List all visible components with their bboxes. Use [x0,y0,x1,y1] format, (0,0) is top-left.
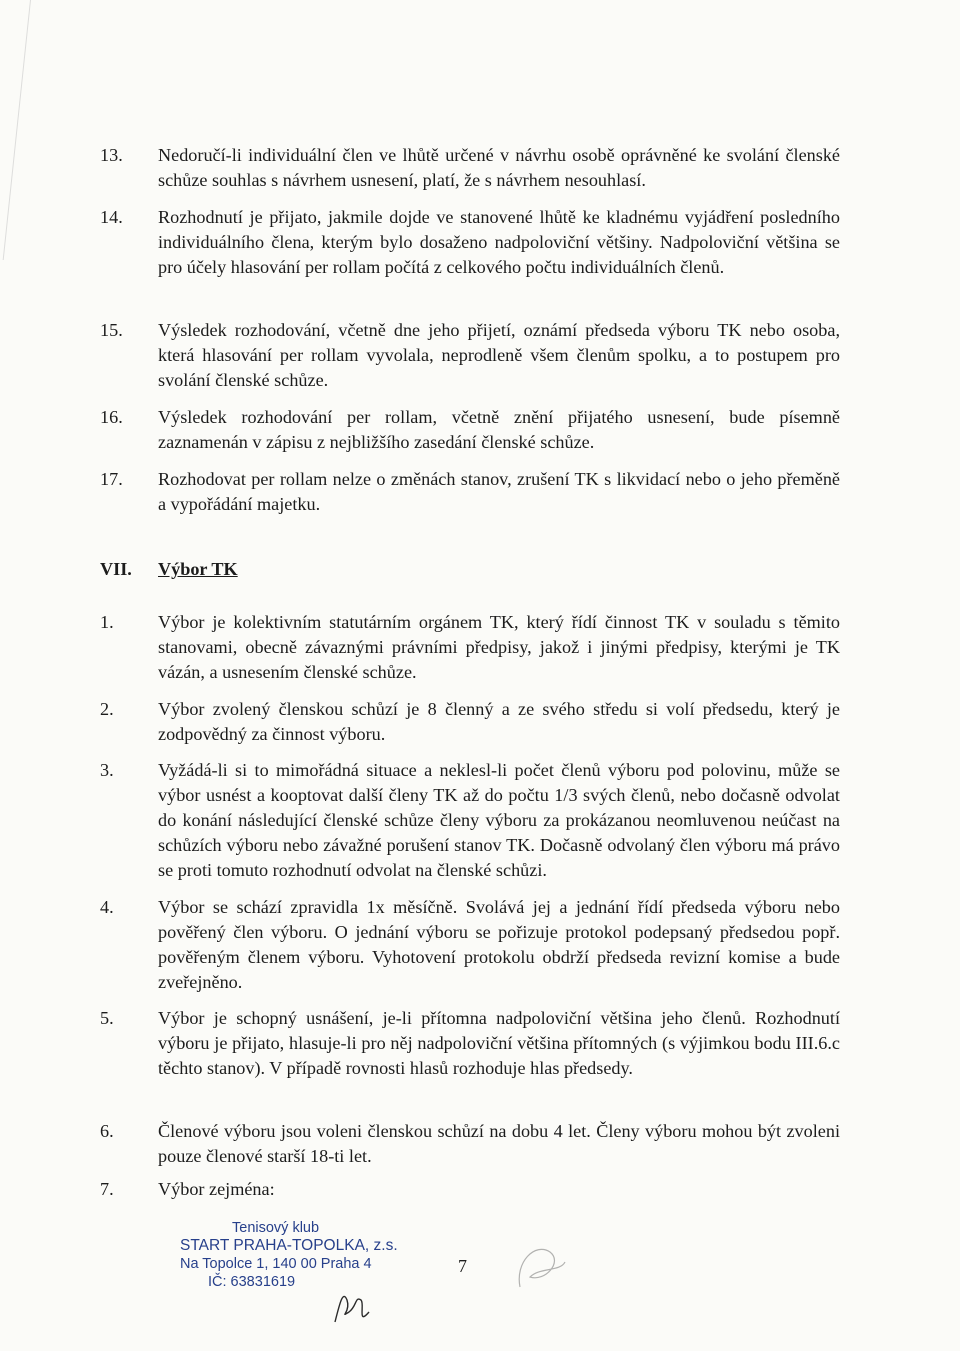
paragraph-text: Výbor se schází zpravidla 1x měsíčně. Svolává jej a jednání řídí předseda výboru nebo pověřený člen výboru. O jednání výboru se pořizuje protokol podepsaný předsedou popř. pověřeným členem výboru. Vyhotovení protokolu obdrží předseda revizní komise a bude zveřejněno. [158,897,840,992]
paragraph-15 [100,318,840,393]
paragraph-6 [100,1119,840,1169]
paragraph-1 [100,610,840,685]
stamp-line: START PRAHA-TOPOLKA, z.s. [180,1237,398,1254]
paragraph-14 [100,205,840,280]
paragraph-number: 16. [100,407,123,427]
paragraph-text: Rozhodnutí je přijato, jakmile dojde ve stanovené lhůtě ke kladnému vyjádření posledního individuálního člena, kterým bylo dosaženo nadpoloviční většiny. Nadpoloviční většina se pro účely hlasování per rollam počítá z celkového počtu individuálních členů. [158,207,840,277]
paragraph-text: Členové výboru jsou voleni členskou schůzí na dobu 4 let. Členy výboru mohou být zvoleni pouze členové starší 18-ti let. [158,1121,840,1166]
organization-stamp [180,1219,400,1291]
paragraph-16 [100,405,840,455]
section-heading [100,557,840,582]
signature-bleed-icon [505,1232,575,1302]
stamp-line: Na Topolce 1, 140 00 Praha 4 [180,1256,372,1272]
paragraph-text: Vyžádá-li si to mimořádná situace a neklesl-li počet členů výboru pod polovinu, může se výbor usnést a kooptovat další členy TK až do počtu 1/3 svých členů, nebo dočasně odvolat do konání následující členské schůze členy výboru za prokázanou neomluvenou neúčast na schůzích výboru nebo závažné porušení stanov TK. Dočasně odvolaný člen výboru má právo se proti tomuto rozhodnutí odvolat na členské schůzi. [158,760,840,880]
paragraph-text: Výsledek rozhodování, včetně dne jeho přijetí, oznámí předseda výboru TK nebo osoba, která hlasování per rollam vyvolala, neprodleně všem členům spolku, a to postupem pro svolání členské schůze. [158,320,840,390]
paragraph-number: 15. [100,320,123,340]
paragraph-number: 13. [100,145,123,165]
paragraph-4 [100,895,840,995]
paragraph-text: Výsledek rozhodování per rollam, včetně znění přijatého usnesení, bude písemně zaznamenán v zápisu z nejbližšího zasedání členské schůze. [158,407,840,452]
paragraph-number: 1. [100,612,114,632]
paragraph-13 [100,143,840,193]
section-number: VII. [100,559,132,579]
paragraph-3 [100,758,840,883]
paragraph-number: 14. [100,207,123,227]
section-title: Výbor TK [158,559,238,579]
stamp-line: Tenisový klub [232,1220,320,1236]
paragraph-text: Rozhodovat per rollam nelze o změnách stanov, zrušení TK s likvidací nebo o jeho přeměně a vypořádání majetku. [158,469,840,514]
paragraph-text: Výbor zvolený členskou schůzí je 8 členný a ze svého středu si volí předsedu, který je zodpovědný za činnost výboru. [158,699,840,744]
paragraph-2 [100,697,840,747]
scan-edge-line [0,0,31,260]
paragraph-text: Nedoručí-li individuální člen ve lhůtě určené v návrhu osobě oprávněné ke svolání členské schůze souhlas s návrhem usnesení, platí, že s návrhem nesouhlasí. [158,145,840,190]
paragraph-number: 17. [100,469,123,489]
paragraph-5 [100,1006,840,1081]
paragraph-number: 5. [100,1008,114,1028]
paragraph-number: 3. [100,760,114,780]
page-number: 7 [458,1256,467,1276]
paragraph-text: Výbor je schopný usnášení, je-li přítomna nadpoloviční většina jeho členů. Rozhodnutí výboru je přijato, hlasuje-li pro něj nadpoloviční většina přítomných (s výjimkou bodu III.6.c těchto stanov). V případě rovnosti hlasů rozhoduje hlas předsedy. [158,1008,840,1078]
stamp-line: IČ: 63831619 [208,1274,296,1290]
paragraph-17 [100,467,840,517]
bleed-through-stamp [565,1225,765,1243]
paragraph-number: 6. [100,1121,114,1141]
paragraph-text: Výbor je kolektivním statutárním orgánem TK, který řídí činnost TK v souladu s těmito stanovami, obecně závaznými právními předpisy, jakož i jinými předpisy, kterými je TK vázán, a usnesením členské schůze. [158,612,840,682]
signature-icon [325,1282,375,1332]
paragraph-number: 4. [100,897,114,917]
paragraph-text: Výbor zejména: [158,1179,275,1199]
paragraph-number: 7. [100,1179,114,1199]
paragraph-7 [100,1177,840,1202]
paragraph-number: 2. [100,699,114,719]
